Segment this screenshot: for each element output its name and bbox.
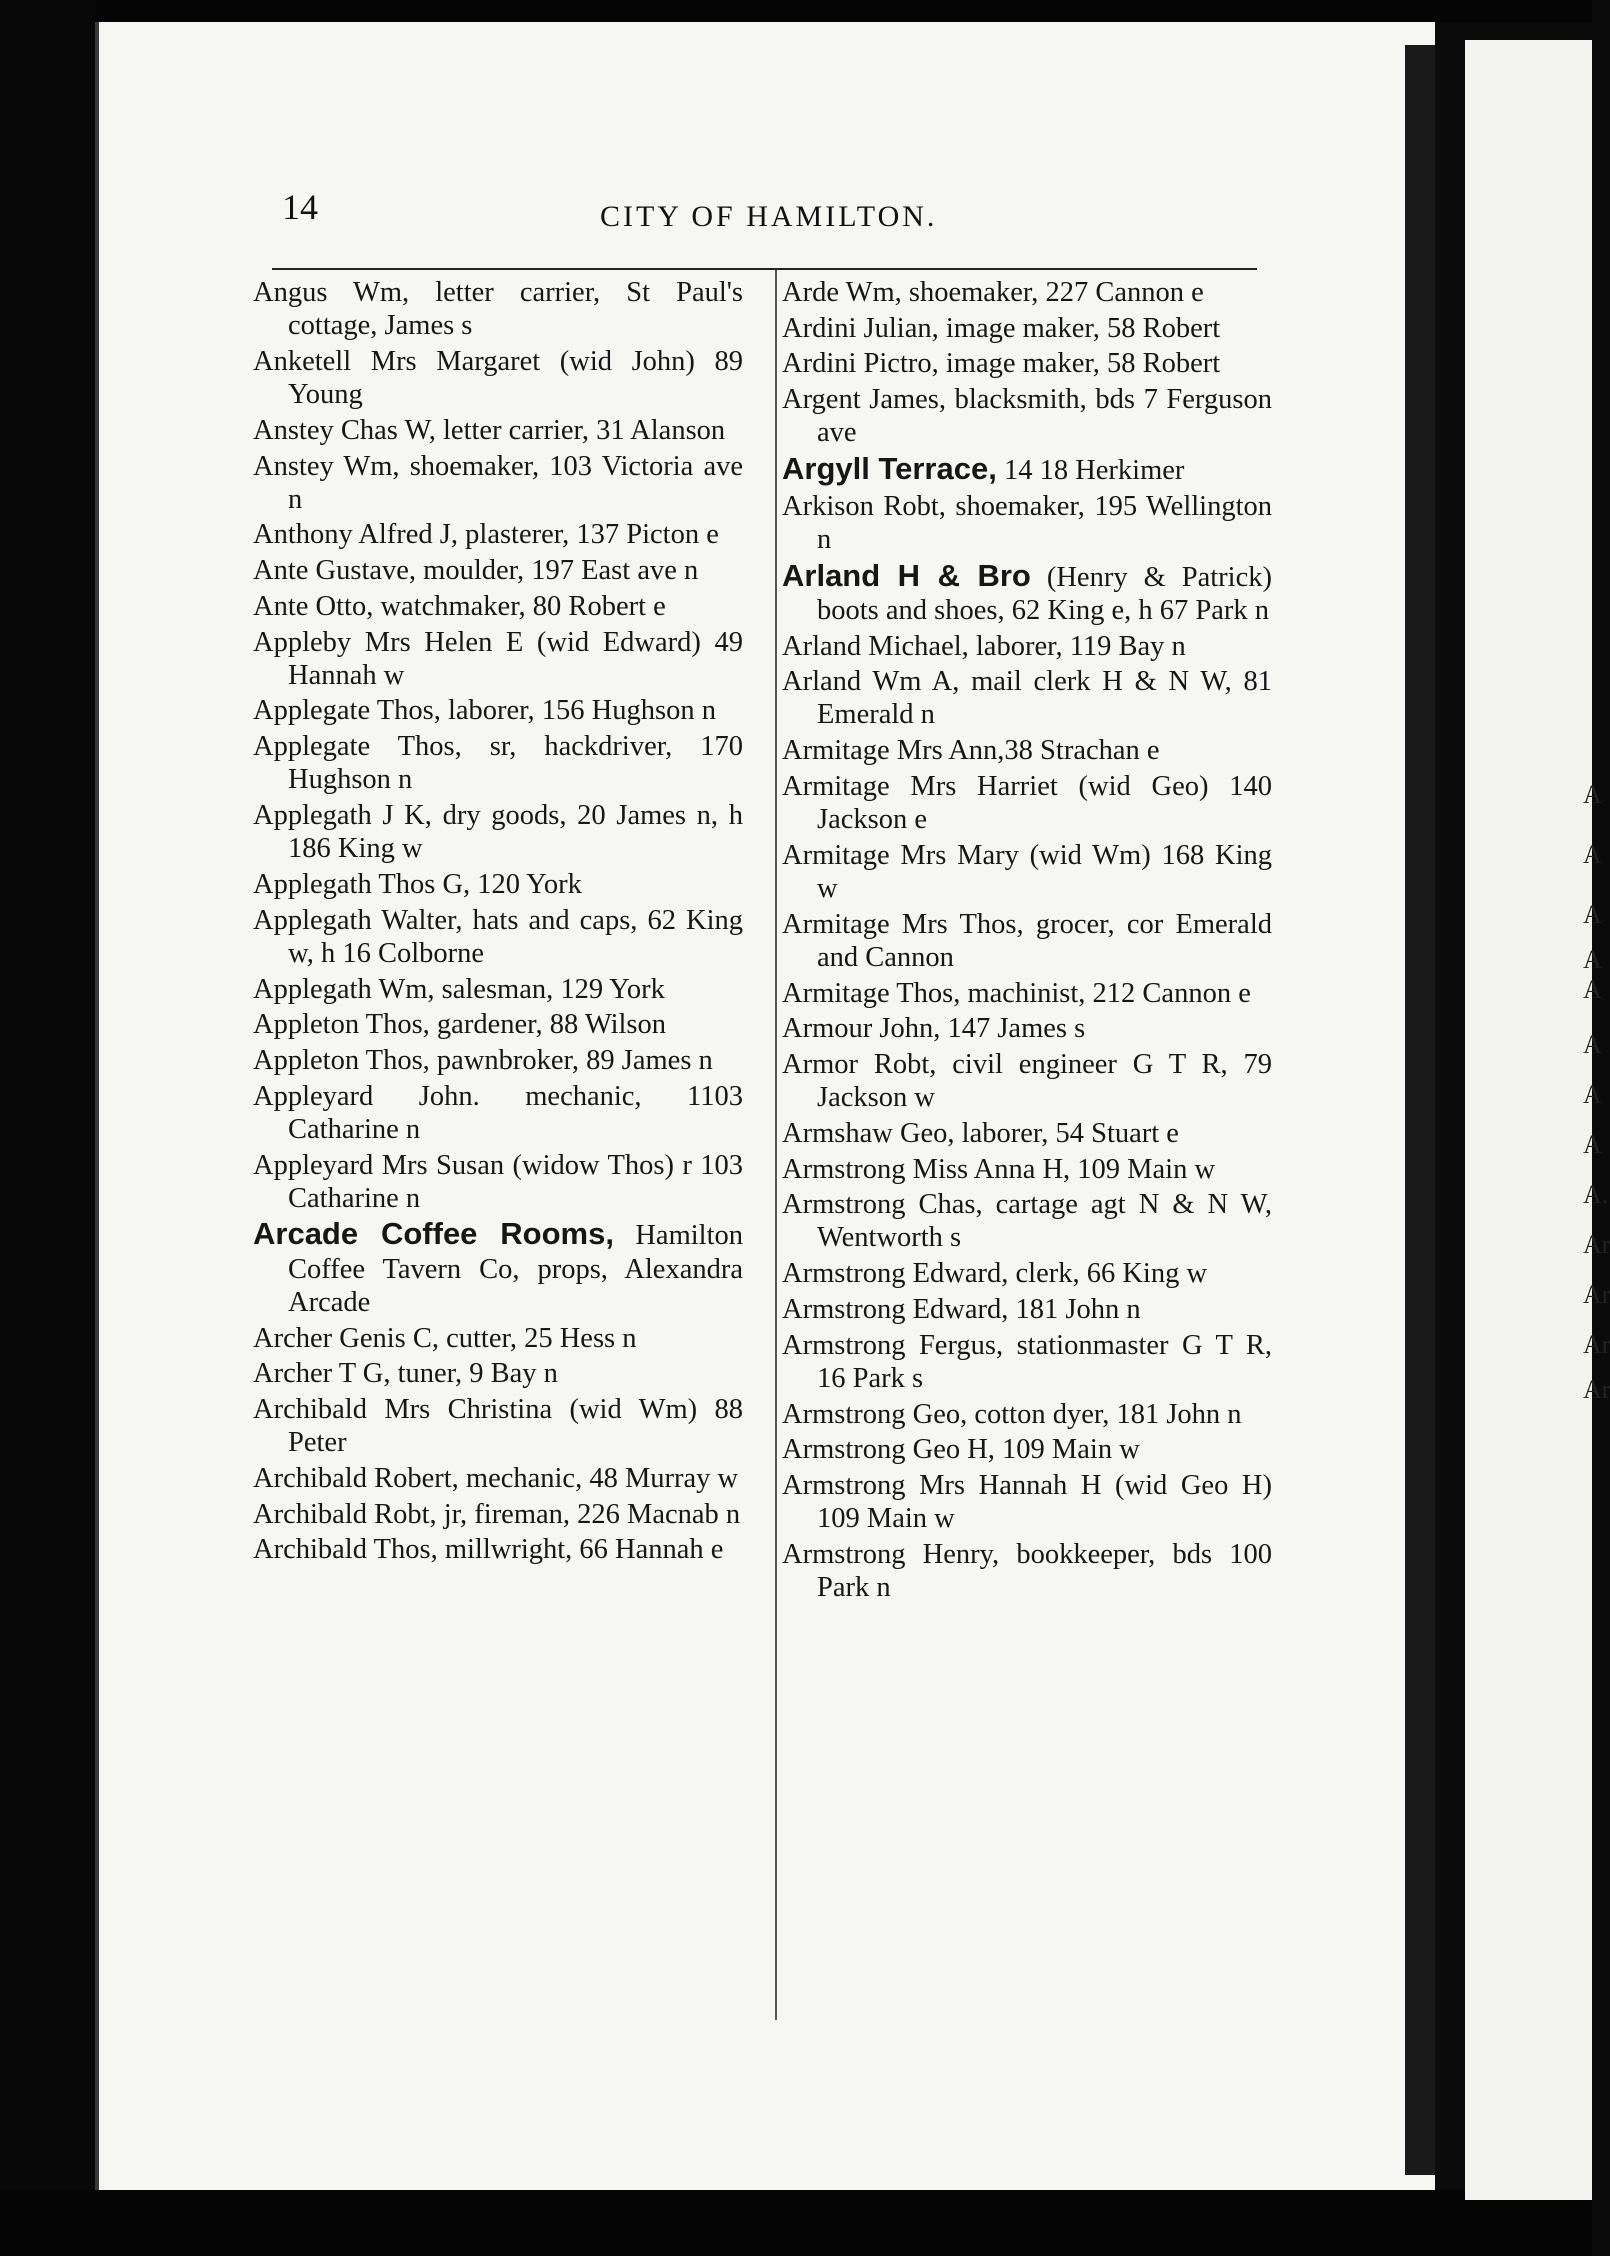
entry-text: Archibald Robert, mechanic, 48 Murray w [253, 1462, 739, 1494]
entry-text: Archer T G, tuner, 9 Bay n [253, 1358, 558, 1390]
directory-column-right [782, 276, 1272, 1607]
directory-entry [253, 590, 743, 623]
column-divider [775, 270, 777, 2020]
entry-text: Armour John, 147 James s [782, 1013, 1086, 1045]
adjacent-page-letter: Ar [1583, 1375, 1610, 1404]
entry-text: Appleton Thos, gardener, 88 Wilson [253, 1009, 667, 1041]
entry-text: Argent James, blacksmith, bds 7 Ferguson ave [782, 384, 1272, 449]
entry-text: Applegath Thos G, 120 York [253, 868, 582, 900]
directory-entry [253, 1080, 743, 1146]
directory-entry [782, 665, 1272, 731]
scan-border-top [0, 0, 1592, 22]
entry-text: Applegath J K, dry goods, 20 James n, h 186 King w [253, 800, 743, 865]
directory-entry [253, 1217, 743, 1319]
directory-entry [253, 414, 743, 447]
directory-entry [253, 1149, 743, 1215]
directory-entry [253, 799, 743, 865]
entry-text: Armitage Mrs Harriet (wid Geo) 140 Jackson e [782, 770, 1272, 836]
entry-text: Armitage Mrs Ann,38 Strachan e [782, 735, 1160, 767]
adjacent-page-letter: A [1583, 900, 1602, 929]
adjacent-page-fragment [1465, 40, 1610, 2200]
directory-entry [253, 1533, 743, 1566]
directory-entry [253, 1498, 743, 1531]
entry-text: Appleyard Mrs Susan (widow Thos) r 103 Catharine n [253, 1149, 743, 1214]
directory-entry [782, 1048, 1272, 1114]
directory-entry [782, 490, 1272, 556]
running-title: CITY OF HAMILTON. [600, 200, 938, 233]
directory-entry [253, 904, 743, 970]
entry-text: Armstrong Chas, cartage agt N & N W, Wentworth s [782, 1189, 1272, 1254]
entry-bold-name: Arland H & Bro [782, 557, 1031, 593]
directory-entry [253, 868, 743, 901]
directory-entry [782, 1433, 1272, 1466]
entry-text: Appleyard John. mechanic, 1103 Catharine n [253, 1080, 743, 1145]
directory-entry [782, 630, 1272, 663]
entry-text: Applegate Thos, sr, hackdriver, 170 Hughson n [253, 731, 743, 796]
adjacent-page-letter: Ar [1583, 1330, 1610, 1359]
header-rule [272, 268, 1257, 270]
entry-text: Armstrong Edward, 181 John n [782, 1293, 1141, 1325]
entry-bold-name: Argyll Terrace, [782, 451, 997, 487]
entry-text: Armstrong Geo, cotton dyer, 181 John n [782, 1398, 1242, 1430]
entry-text: Arland Wm A, mail clerk H & N W, 81 Emerald n [782, 666, 1272, 731]
entry-text: Armstrong Geo H, 109 Main w [782, 1434, 1140, 1466]
directory-entry [782, 1257, 1272, 1290]
entry-text: Armstrong Miss Anna H, 109 Main w [782, 1153, 1216, 1185]
adjacent-page-letter: A. [1583, 1180, 1609, 1209]
directory-entry [253, 694, 743, 727]
adjacent-page-letter: Ar [1583, 1280, 1610, 1309]
directory-entry [253, 1008, 743, 1041]
entry-text: Armstrong Mrs Hannah H (wid Geo H) 109 Main w [782, 1469, 1272, 1535]
adjacent-page-letter: A [1583, 1030, 1602, 1059]
directory-entry [253, 1044, 743, 1077]
directory-entry [782, 1538, 1272, 1604]
directory-entry [782, 839, 1272, 905]
adjacent-page-letter: A [1583, 1080, 1602, 1109]
directory-entry [253, 518, 743, 551]
scan-border-left [0, 0, 95, 2256]
directory-entry [782, 977, 1272, 1010]
entry-text: Anstey Wm, shoemaker, 103 Victoria ave n [253, 450, 743, 515]
adjacent-page-letter: A [1583, 975, 1602, 1004]
entry-text: Arde Wm, shoemaker, 227 Cannon e [782, 277, 1204, 308]
directory-entry [253, 1462, 743, 1495]
entry-text: Ardini Pictro, image maker, 58 Robert [782, 348, 1221, 380]
directory-entry [782, 1012, 1272, 1045]
entry-text: Archer Genis C, cutter, 25 Hess n [253, 1322, 637, 1354]
directory-entry [253, 626, 743, 692]
entry-text: Armitage Thos, machinist, 212 Cannon e [782, 977, 1251, 1009]
directory-entry [253, 450, 743, 516]
entry-text: Ante Otto, watchmaker, 80 Robert e [253, 590, 666, 622]
entry-text: Archibald Thos, millwright, 66 Hannah e [253, 1534, 724, 1566]
page-edge [95, 22, 99, 2190]
entry-text: Anketell Mrs Margaret (wid John) 89 Young [253, 345, 743, 411]
adjacent-page-letter: A [1583, 840, 1602, 869]
entry-text: Ante Gustave, moulder, 197 East ave n [253, 555, 699, 587]
directory-entry [782, 1469, 1272, 1535]
directory-entry [782, 312, 1272, 345]
entry-text: Armstrong Henry, bookkeeper, bds 100 Park n [782, 1538, 1272, 1604]
entry-text: Arland Michael, laborer, 119 Bay n [782, 630, 1186, 662]
directory-entry [782, 276, 1272, 309]
directory-entry [782, 1398, 1272, 1431]
entry-text: Armstrong Edward, clerk, 66 King w [782, 1258, 1208, 1290]
entry-text: Archibald Robt, jr, fireman, 226 Macnab n [253, 1498, 741, 1530]
entry-text: Armor Robt, civil engineer G T R, 79 Jackson w [782, 1048, 1272, 1114]
entry-text: Archibald Mrs Christina (wid Wm) 88 Peter [253, 1394, 743, 1459]
entry-text: Angus Wm, letter carrier, St Paul's cottage, James s [253, 277, 743, 342]
directory-entry [253, 276, 743, 342]
entry-text: (Henry & Patrick) boots and shoes, 62 King e, h 67 Park n [817, 561, 1272, 626]
directory-entry [253, 973, 743, 1006]
entry-text: Armshaw Geo, laborer, 54 Stuart e [782, 1117, 1179, 1149]
adjacent-page-letter: Ar [1583, 1230, 1610, 1259]
entry-text: Applegath Wm, salesman, 129 York [253, 973, 665, 1005]
directory-entry [782, 1188, 1272, 1254]
adjacent-page-letter: A [1583, 945, 1602, 974]
directory-entry [253, 730, 743, 796]
directory-column-left [253, 276, 743, 1569]
directory-entry [253, 345, 743, 411]
directory-entry [782, 347, 1272, 380]
directory-entry [782, 559, 1272, 627]
entry-text: Hamilton Coffee Tavern Co, props, Alexandra Arcade [288, 1220, 743, 1318]
directory-entry [253, 554, 743, 587]
page-number: 14 [282, 187, 318, 227]
directory-entry [782, 1153, 1272, 1186]
entry-text: Armstrong Fergus, stationmaster G T R, 16 Park s [782, 1329, 1272, 1394]
directory-entry [253, 1357, 743, 1390]
directory-entry [782, 908, 1272, 974]
page-header [260, 186, 1260, 236]
entry-text: Armitage Mrs Mary (wid Wm) 168 King w [782, 839, 1272, 904]
entry-text: Ardini Julian, image maker, 58 Robert [782, 312, 1221, 344]
directory-entry [782, 770, 1272, 836]
adjacent-page-letter: A [1583, 1130, 1602, 1159]
entry-text: Anstey Chas W, letter carrier, 31 Alanson [253, 414, 726, 446]
adjacent-page-letter: A [1583, 780, 1602, 809]
directory-entry [782, 1329, 1272, 1395]
directory-entry [782, 383, 1272, 449]
directory-entry [782, 734, 1272, 767]
directory-entry [253, 1393, 743, 1459]
entry-text: 14 18 Herkimer [996, 455, 1185, 487]
scan-border-bottom [0, 2190, 1592, 2256]
directory-entry [253, 1322, 743, 1355]
entry-text: Applegath Walter, hats and caps, 62 King w, h 16 Colborne [253, 904, 743, 969]
entry-bold-name: Arcade Coffee Rooms, [253, 1216, 614, 1252]
book-spine [1405, 45, 1435, 2175]
entry-text: Armitage Mrs Thos, grocer, cor Emerald and Cannon [782, 908, 1272, 973]
entry-text: Anthony Alfred J, plasterer, 137 Picton e [253, 519, 719, 551]
directory-entry [782, 1117, 1272, 1150]
entry-text: Appleton Thos, pawnbroker, 89 James n [253, 1044, 713, 1076]
directory-entry [782, 452, 1272, 487]
entry-text: Appleby Mrs Helen E (wid Edward) 49 Hannah w [253, 626, 743, 691]
entry-text: Applegate Thos, laborer, 156 Hughson n [253, 695, 716, 727]
entry-text: Arkison Robt, shoemaker, 195 Wellington n [782, 490, 1272, 555]
directory-entry [782, 1293, 1272, 1326]
